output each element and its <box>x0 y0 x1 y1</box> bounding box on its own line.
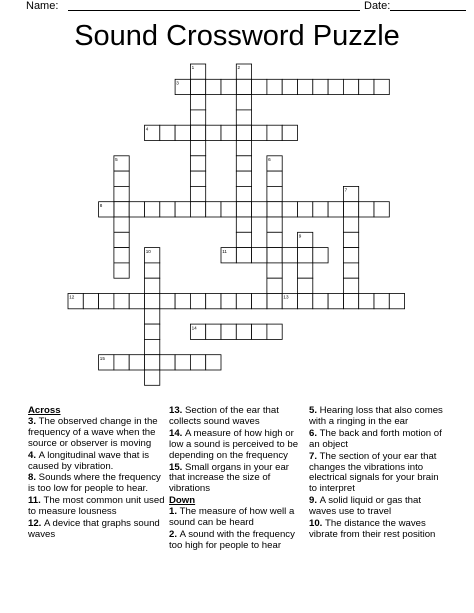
crossword-cell[interactable] <box>99 294 114 309</box>
crossword-cell[interactable] <box>343 263 358 278</box>
crossword-cell[interactable] <box>252 294 267 309</box>
clue-text: Section of the ear that collects sound waves <box>169 405 279 427</box>
across-clue-list-continued <box>169 406 305 495</box>
clue-number: 14. <box>169 427 186 439</box>
crossword-cell[interactable] <box>160 355 175 370</box>
crossword-cell[interactable] <box>145 355 160 370</box>
cell-number: 3 <box>176 80 179 86</box>
clues-column-2 <box>169 406 305 553</box>
crossword-cell[interactable] <box>313 202 328 217</box>
crossword-cell[interactable] <box>236 217 251 232</box>
crossword-cell[interactable] <box>267 263 282 278</box>
crossword-cell[interactable] <box>267 232 282 247</box>
crossword-cell[interactable] <box>190 156 205 171</box>
crossword-cell[interactable] <box>343 217 358 232</box>
crossword-cell[interactable] <box>129 294 144 309</box>
crossword-cell[interactable] <box>343 232 358 247</box>
crossword-cell[interactable] <box>236 141 251 156</box>
crossword-cell[interactable] <box>298 263 313 278</box>
crossword-cell[interactable] <box>83 294 98 309</box>
crossword-cell[interactable] <box>206 294 221 309</box>
clue-number: 7. <box>309 450 320 462</box>
down-clue-list-continued <box>309 406 447 541</box>
down-clue-list <box>169 507 305 552</box>
crossword-cell[interactable] <box>374 79 389 94</box>
cell-number: 6 <box>268 157 271 162</box>
crossword-cell[interactable] <box>206 125 221 140</box>
name-label: Name: <box>26 0 59 12</box>
cell-number: 15 <box>99 355 105 361</box>
clue-item <box>169 530 305 552</box>
crossword-cell[interactable] <box>236 79 251 94</box>
clue-text: A solid liquid or gas that waves use to travel <box>309 495 422 518</box>
crossword-cell[interactable] <box>282 125 297 140</box>
crossword-cell[interactable] <box>252 79 267 94</box>
crossword-cell[interactable] <box>190 125 205 140</box>
crossword-cell[interactable] <box>221 324 236 339</box>
clue-item <box>169 507 305 529</box>
cell-number: 8 <box>99 202 103 208</box>
crossword-cell[interactable] <box>267 202 282 217</box>
crossword-cell[interactable] <box>114 248 129 263</box>
crossword-cell[interactable] <box>129 355 144 370</box>
clues-column-3 <box>309 406 447 542</box>
crossword-cell[interactable] <box>145 263 160 278</box>
clue-item <box>169 429 305 462</box>
cell-number: 12 <box>69 294 75 300</box>
crossword-cell[interactable] <box>114 202 129 217</box>
crossword-cell[interactable] <box>267 79 282 94</box>
cell-number: 11 <box>222 248 227 254</box>
crossword-cell[interactable] <box>206 355 221 370</box>
crossword-cell[interactable] <box>236 95 251 110</box>
crossword-cell[interactable] <box>374 202 389 217</box>
crossword-cell[interactable] <box>236 232 251 247</box>
crossword-cell[interactable] <box>298 202 313 217</box>
date-label: Date: <box>364 0 391 12</box>
cell-number: 4 <box>145 126 149 132</box>
crossword-cell[interactable] <box>190 186 205 201</box>
crossword-cell[interactable] <box>160 294 175 309</box>
clue-item <box>169 406 305 428</box>
crossword-cell[interactable] <box>343 294 358 309</box>
crossword-cell[interactable] <box>282 248 297 263</box>
clue-number: 3. <box>28 415 39 427</box>
cell-number: 14 <box>191 325 197 331</box>
crossword-cell[interactable] <box>221 79 236 94</box>
crossword-cell[interactable] <box>129 202 144 217</box>
clue-number: 13. <box>169 405 186 416</box>
clue-text: The back and forth motion of an object <box>309 427 442 450</box>
crossword-cell[interactable] <box>236 202 251 217</box>
crossword-cell[interactable] <box>267 248 282 263</box>
crossword-cell[interactable] <box>267 186 282 201</box>
clue-number: 8. <box>28 472 39 484</box>
crossword-cell[interactable] <box>145 278 160 293</box>
clue-text: The distance the waves vibrate from their rest position <box>309 518 436 540</box>
crossword-cell[interactable] <box>298 248 313 263</box>
crossword-cell[interactable] <box>252 202 267 217</box>
clue-number: 15. <box>169 461 186 473</box>
cell-number: 5 <box>115 157 118 162</box>
crossword-cell[interactable] <box>190 79 205 94</box>
crossword-cell[interactable] <box>221 202 236 217</box>
crossword-cell[interactable] <box>267 278 282 293</box>
crossword-cell[interactable] <box>236 248 251 263</box>
crossword-cell[interactable] <box>236 156 251 171</box>
crossword-cell[interactable] <box>236 110 251 125</box>
crossword-cell[interactable] <box>374 294 389 309</box>
clue-item <box>309 429 447 451</box>
clue-number: 6. <box>309 427 320 439</box>
crossword-cell[interactable] <box>343 202 358 217</box>
clue-item <box>28 451 166 473</box>
crossword-cell[interactable] <box>236 294 251 309</box>
clue-number: 5. <box>309 405 320 416</box>
crossword-cell[interactable] <box>267 324 282 339</box>
cell-number: 2 <box>237 65 241 71</box>
crossword-cell[interactable] <box>175 125 190 140</box>
crossword-cell[interactable] <box>267 125 282 140</box>
clue-text: Sounds where the frequency is too low for people to hear. <box>28 472 161 495</box>
crossword-cell[interactable] <box>252 248 267 263</box>
clues-column-1 <box>28 406 166 542</box>
cell-number: 10 <box>145 248 151 254</box>
crossword-cell[interactable] <box>298 278 313 293</box>
clue-number: 4. <box>28 449 39 461</box>
clue-number: 2. <box>169 528 180 540</box>
clue-number: 11. <box>28 495 44 507</box>
crossword-cell[interactable] <box>190 355 205 370</box>
cell-number: 7 <box>344 187 348 193</box>
crossword-cell[interactable] <box>114 355 129 370</box>
crossword-cell[interactable] <box>252 324 267 339</box>
crossword-cell[interactable] <box>175 294 190 309</box>
crossword-cell[interactable] <box>190 110 205 125</box>
crossword-cell[interactable] <box>343 79 358 94</box>
crossword-cell[interactable] <box>145 370 160 385</box>
crossword-cell[interactable] <box>328 79 343 94</box>
crossword-cell[interactable] <box>313 294 328 309</box>
crossword-cell[interactable] <box>313 79 328 94</box>
crossword-cell[interactable] <box>145 294 160 309</box>
clue-item <box>28 473 166 495</box>
clue-text: A measure of how high or low a sound is perceived to be depending on the frequency <box>169 427 299 461</box>
clue-text: The most common unit used to measure lousness <box>28 495 165 518</box>
crossword-cell[interactable] <box>206 202 221 217</box>
clue-text: A device that graphs sound waves <box>28 518 160 540</box>
crossword-cell[interactable] <box>114 294 129 309</box>
crossword-cell[interactable] <box>145 324 160 339</box>
crossword-cell[interactable] <box>190 141 205 156</box>
crossword-cell[interactable] <box>267 217 282 232</box>
crossword-cell[interactable] <box>114 217 129 232</box>
crossword-cell[interactable] <box>267 294 282 309</box>
down-heading: Down <box>169 495 196 507</box>
crossword-cell[interactable] <box>282 79 297 94</box>
clue-text: Small organs in your ear that increase the size of vibrations <box>169 461 289 495</box>
clue-item <box>28 496 166 518</box>
clue-number: 10. <box>309 518 326 530</box>
crossword-cell[interactable] <box>190 171 205 186</box>
across-clue-list <box>28 417 166 541</box>
crossword-cell[interactable] <box>267 171 282 186</box>
clue-text: Hearing loss that also comes with a ringing in the ear <box>309 405 443 427</box>
crossword-cell[interactable] <box>343 248 358 263</box>
crossword-cell[interactable] <box>114 171 129 186</box>
crossword-cell[interactable] <box>282 202 297 217</box>
clue-text: The section of your ear that changes the vibrations into electrical signals for your brain to interpret <box>309 450 439 495</box>
clue-text: A longitudinal wave that is caused by vibration. <box>28 449 150 472</box>
crossword-cell[interactable] <box>298 79 313 94</box>
cell-number: 13 <box>283 294 289 300</box>
crossword-cell[interactable] <box>190 294 205 309</box>
crossword-cell[interactable] <box>359 202 374 217</box>
crossword-cell[interactable] <box>114 263 129 278</box>
crossword-cell[interactable] <box>145 339 160 354</box>
crossword-cell[interactable] <box>359 79 374 94</box>
cell-number: 9 <box>298 233 302 239</box>
crossword-cell[interactable] <box>221 125 236 140</box>
crossword-cell[interactable] <box>206 79 221 94</box>
crossword-cell[interactable] <box>328 294 343 309</box>
crossword-cell[interactable] <box>114 232 129 247</box>
clue-text: The observed change in the frequency of a wave when the source or observer is moving <box>28 415 158 449</box>
crossword-cell[interactable] <box>175 202 190 217</box>
crossword-cell[interactable] <box>328 202 343 217</box>
clue-number: 9. <box>309 495 320 507</box>
across-heading: Across <box>28 405 61 416</box>
clue-number: 1. <box>169 506 180 518</box>
clue-item <box>28 519 166 541</box>
crossword-cell[interactable] <box>206 324 221 339</box>
clue-item <box>169 463 305 496</box>
crossword-cell[interactable] <box>221 294 236 309</box>
clue-item <box>309 452 447 496</box>
crossword-cell[interactable] <box>190 95 205 110</box>
crossword-cell[interactable] <box>389 294 404 309</box>
crossword-cell[interactable] <box>114 186 129 201</box>
clue-item <box>28 417 166 450</box>
crossword-cell[interactable] <box>236 186 251 201</box>
crossword-cell[interactable] <box>252 125 267 140</box>
crossword-cell[interactable] <box>343 278 358 293</box>
clue-item <box>309 496 447 518</box>
crossword-cell[interactable] <box>359 294 374 309</box>
cell-number: 1 <box>191 65 195 71</box>
clue-item <box>309 519 447 541</box>
crossword-cell[interactable] <box>160 202 175 217</box>
crossword-cell[interactable] <box>236 125 251 140</box>
crossword-cell[interactable] <box>313 248 328 263</box>
crossword-cell[interactable] <box>145 309 160 324</box>
crossword-cell[interactable] <box>298 294 313 309</box>
crossword-cell[interactable] <box>175 355 190 370</box>
crossword-cell[interactable] <box>236 171 251 186</box>
page-title: Sound Crossword Puzzle <box>74 20 400 52</box>
clue-number: 12. <box>28 518 45 530</box>
crossword-cell[interactable] <box>236 324 251 339</box>
crossword-cell[interactable] <box>160 125 175 140</box>
clue-text: A sound with the frequency too high for people to hear <box>169 528 295 551</box>
clue-item <box>309 406 447 428</box>
crossword-cell[interactable] <box>190 202 205 217</box>
clue-text: The measure of how well a sound can be heard <box>169 506 295 529</box>
crossword-cell[interactable] <box>145 202 160 217</box>
